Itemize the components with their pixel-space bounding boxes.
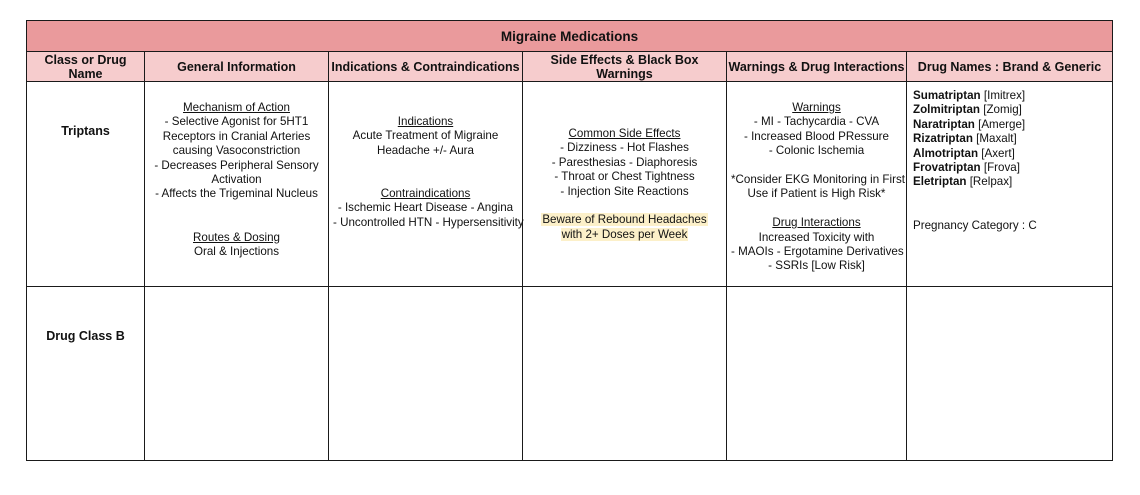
warning-line: - Increased Blood PRessure [744,129,889,143]
contraindication-line: - Uncontrolled HTN - Hypersensitivity [333,215,524,229]
header-warnings: Warnings & Drug Interactions [727,52,907,82]
interaction-line: - MAOIs - Ergotamine Derivatives [731,245,904,259]
header-class: Class or Drug Name [27,52,145,82]
indication-line: Acute Treatment of Migraine [352,129,499,143]
table-row [27,287,1113,461]
row-name: Drug Class B [27,287,145,461]
drug-name-item: Eletriptan [Relpax] [913,175,1013,189]
drug-name-item: Frovatriptan [Frova] [913,161,1020,175]
routes-title: Routes & Dosing [193,230,280,244]
rebound-warning-highlight: with 2+ Doses per Week [561,227,688,241]
drug-name-item: Rizatriptan [Maxalt] [913,132,1017,146]
moa-line: causing Vasoconstriction [172,144,301,158]
row-name: Triptans [27,82,145,287]
rebound-warning-highlight: Beware of Rebound Headaches [542,213,707,227]
empty-cell [145,287,329,461]
pregnancy-category: Pregnancy Category : C [913,218,1037,232]
contraindication-line: - Ischemic Heart Disease - Angina [337,201,514,215]
side-effects-title: Common Side Effects [568,127,681,140]
side-effects-cell [523,82,727,287]
empty-cell [727,287,907,461]
warnings-cell [727,82,907,287]
drug-name-item: Almotriptan [Axert] [913,146,1015,160]
ekg-note: Use if Patient is High Risk* [747,187,886,201]
drug-name-item: Zolmitriptan [Zomig] [913,103,1022,117]
drug-name-item: Sumatriptan [Imitrex] [913,89,1026,102]
warnings-title: Warnings [792,101,841,114]
indication-line: Headache +/- Aura [376,143,474,157]
table-row [27,82,1113,287]
moa-title: Mechanism of Action [183,101,290,114]
drug-name-item: Naratriptan [Amerge] [913,117,1026,131]
side-effect-line: - Paresthesias - Diaphoresis [551,155,698,169]
warning-line: - Colonic Ischemia [768,144,865,158]
side-effect-line: - Throat or Chest Tightness [554,170,695,184]
empty-cell [329,287,523,461]
general-info-cell [145,82,329,287]
drug-names-cell [907,82,1113,287]
ekg-note: *Consider EKG Monitoring in First [731,173,905,187]
routes-text: Oral & Injections [193,245,280,259]
interactions-title: Drug Interactions [772,216,861,230]
interaction-line: Increased Toxicity with [758,230,875,244]
indications-cell [329,82,523,287]
medications-table [26,20,1113,461]
side-effect-line: - Dizziness - Hot Flashes [560,141,689,155]
side-effect-line: - Injection Site Reactions [560,184,689,198]
table-title: Migraine Medications [27,21,1113,52]
header-indications: Indications & Contraindications [329,52,523,82]
moa-line: - Selective Agonist for 5HT1 [164,115,309,129]
moa-line: Activation [211,173,262,187]
empty-cell [523,287,727,461]
moa-line: - Affects the Trigeminal Nucleus [155,187,318,201]
header-general: General Information [145,52,329,82]
contraindications-title: Contraindications [380,187,471,200]
moa-line: - Decreases Peripheral Sensory [154,158,319,172]
warning-line: - MI - Tachycardia - CVA [753,115,880,129]
empty-cell [907,287,1113,461]
header-side-effects: Side Effects & Black Box Warnings [523,52,727,82]
indications-title: Indications [397,115,454,128]
moa-line: Receptors in Cranial Arteries [162,129,311,143]
interaction-line: - SSRIs [Low Risk] [768,259,865,273]
header-drug-names: Drug Names : Brand & Generic [907,52,1113,82]
